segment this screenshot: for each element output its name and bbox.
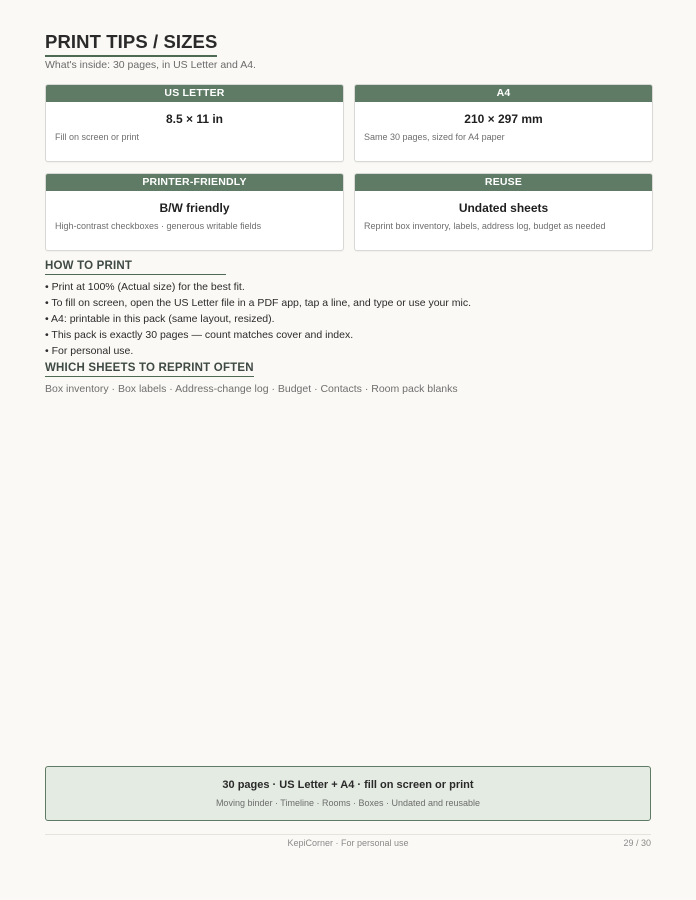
card-main-value: B/W friendly <box>159 201 230 215</box>
page-title: PRINT TIPS / SIZES <box>45 31 217 57</box>
list-item: • To fill on screen, open the US Letter file in a PDF app, tap a line, and type or use your mic. <box>45 297 472 309</box>
document-page <box>45 0 651 900</box>
summary-banner <box>45 766 651 821</box>
page-number: 29 / 30 <box>623 838 651 848</box>
card-note: Same 30 pages, sized for A4 paper <box>364 132 505 142</box>
card-note: Reprint box inventory, labels, address log, budget as needed <box>364 221 606 231</box>
footer-divider <box>45 834 651 835</box>
footer-brand: KepiCorner · For personal use <box>287 838 409 848</box>
reprint-list: Box inventory · Box labels · Address-change log · Budget · Contacts · Room pack blanks <box>45 383 458 395</box>
card-note: High-contrast checkboxes · generous writable fields <box>55 221 262 231</box>
tips-list <box>45 279 651 359</box>
reprint-heading: WHICH SHEETS TO REPRINT OFTEN <box>45 361 254 377</box>
how-to-print-heading: HOW TO PRINT <box>45 259 226 275</box>
card-label: PRINTER-FRIENDLY <box>46 174 343 191</box>
card-a4 <box>354 84 653 162</box>
list-item: • This pack is exactly 30 pages — count matches cover and index. <box>45 329 354 341</box>
list-item: • A4: printable in this pack (same layout, resized). <box>45 313 275 325</box>
card-main-value: 8.5 × 11 in <box>165 112 224 126</box>
page-subtitle: What's inside: 30 pages, in US Letter and A4. <box>45 59 256 71</box>
card-label: REUSE <box>355 174 652 191</box>
banner-main-text: 30 pages · US Letter + A4 · fill on screen or print <box>222 779 474 791</box>
card-printer-friendly <box>45 173 344 251</box>
card-label: US LETTER <box>46 85 343 102</box>
card-main-value: 210 × 297 mm <box>464 112 543 126</box>
card-main-value: Undated sheets <box>458 201 549 215</box>
card-label: A4 <box>355 85 652 102</box>
card-reuse <box>354 173 653 251</box>
list-item: • Print at 100% (Actual size) for the best fit. <box>45 281 245 293</box>
card-note: Fill on screen or print <box>55 132 140 142</box>
banner-sub-text: Moving binder · Timeline · Rooms · Boxes · Undated and reusable <box>215 798 481 808</box>
list-item: • For personal use. <box>45 345 134 357</box>
card-us-letter <box>45 84 344 162</box>
